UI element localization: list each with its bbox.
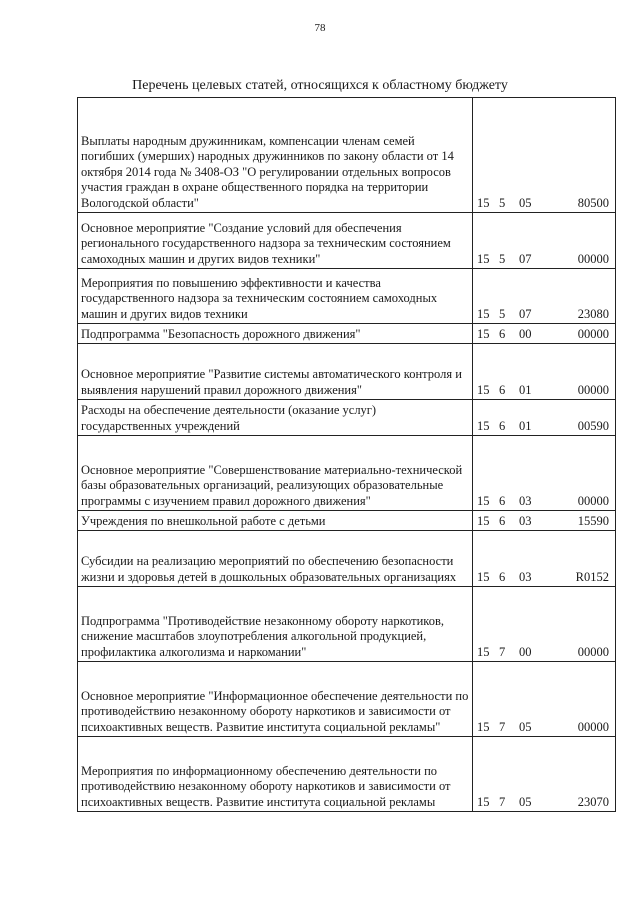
code-part-c4: 00000 (577, 251, 609, 266)
code-part-c2: 5 (499, 195, 506, 210)
item-name: Подпрограмма "Безопасность дорожного движения" (78, 324, 473, 344)
code-part-c2: 6 (499, 326, 506, 341)
code-part-c3: 07 (519, 306, 532, 321)
code-part-c4: 00000 (577, 493, 609, 508)
item-code (473, 98, 616, 213)
table-row (78, 400, 616, 436)
item-name: Расходы на обеспечение деятельности (оказание услуг) государственных учреждений (78, 400, 473, 436)
table-row (78, 511, 616, 531)
item-code (473, 436, 616, 511)
table-row (78, 324, 616, 344)
code-part-c1: 15 (477, 251, 490, 266)
code-part-c4: 15590 (577, 513, 609, 528)
page-number: 78 (314, 22, 326, 34)
code-part-c3: 05 (519, 719, 532, 734)
code-part-c2: 6 (499, 513, 506, 528)
code-part-c3: 07 (519, 251, 532, 266)
item-code (473, 511, 616, 531)
code-part-c3: 00 (519, 644, 532, 659)
table-row (78, 737, 616, 812)
item-name: Мероприятия по повышению эффективности и качества государственного надзора за техническим состоянием самоходных машин и других видов техники (78, 269, 473, 324)
code-part-c4: R0152 (575, 569, 609, 584)
code-part-c2: 7 (499, 644, 506, 659)
table-row (78, 531, 616, 587)
code-part-c4: 00000 (577, 326, 609, 341)
table-row (78, 213, 616, 269)
code-part-c3: 05 (519, 794, 532, 809)
code-part-c3: 03 (519, 513, 532, 528)
item-code (473, 531, 616, 587)
code-part-c2: 7 (499, 719, 506, 734)
code-part-c2: 5 (499, 306, 506, 321)
code-part-c4: 00590 (577, 418, 609, 433)
code-part-c2: 6 (499, 382, 506, 397)
item-name: Выплаты народным дружинникам, компенсации членам семей погибших (умерших) народных дружинников по закону области от 14 октября 2014 года № 3408-ОЗ "О регулировании отдельных вопросов участия граждан в охране общественного порядка на территории Вологодской области" (78, 98, 473, 213)
code-part-c4: 00000 (577, 644, 609, 659)
item-name: Основное мероприятие "Развитие системы автоматического контроля и выявления нарушений правил дорожного движения" (78, 344, 473, 400)
item-name: Основное мероприятие "Информационное обеспечение деятельности по противодействию незаконному обороту наркотиков и зависимости от психоактивных веществ. Развитие института социальной рекламы" (78, 662, 473, 737)
item-name: Основное мероприятие "Создание условий для обеспечения регионального государственного надзора за техническим состоянием самоходных машин и других видов техники" (78, 213, 473, 269)
item-name: Подпрограмма "Противодействие незаконному обороту наркотиков, снижение масштабов злоупотребления алкогольной продукцией, профилактика алкоголизма и наркомании" (78, 587, 473, 662)
code-part-c1: 15 (477, 794, 490, 809)
code-part-c2: 6 (499, 418, 506, 433)
code-part-c1: 15 (477, 513, 490, 528)
item-name: Учреждения по внешкольной работе с детьми (78, 511, 473, 531)
code-part-c4: 23070 (577, 794, 609, 809)
code-part-c1: 15 (477, 306, 490, 321)
code-part-c3: 00 (519, 326, 532, 341)
code-part-c4: 23080 (577, 306, 609, 321)
item-code (473, 269, 616, 324)
code-part-c1: 15 (477, 569, 490, 584)
table-row (78, 98, 616, 213)
item-code (473, 213, 616, 269)
code-part-c4: 00000 (577, 382, 609, 397)
table-row (78, 269, 616, 324)
code-part-c1: 15 (477, 382, 490, 397)
page-title: Перечень целевых статей, относящихся к областному бюджету (132, 78, 508, 93)
item-code (473, 400, 616, 436)
code-part-c1: 15 (477, 195, 490, 210)
table-row (78, 436, 616, 511)
item-name: Основное мероприятие "Совершенствование материально-технической базы образовательных организаций, реализующих образовательные программы с изучением правил дорожного движения" (78, 436, 473, 511)
item-code (473, 662, 616, 737)
code-part-c1: 15 (477, 493, 490, 508)
code-part-c1: 15 (477, 326, 490, 341)
code-part-c2: 5 (499, 251, 506, 266)
item-code (473, 587, 616, 662)
code-part-c1: 15 (477, 719, 490, 734)
code-part-c4: 80500 (577, 195, 609, 210)
code-part-c3: 03 (519, 569, 532, 584)
item-name: Субсидии на реализацию мероприятий по обеспечению безопасности жизни и здоровья детей в дошкольных образовательных организациях (78, 531, 473, 587)
code-part-c3: 01 (519, 418, 532, 433)
table-row (78, 587, 616, 662)
target-items-table (77, 97, 616, 812)
item-name: Мероприятия по информационному обеспечению деятельности по противодействию незаконному обороту наркотиков и зависимости от психоактивных веществ. Развитие института социальной рекламы (78, 737, 473, 812)
table-row (78, 662, 616, 737)
table-row (78, 344, 616, 400)
code-part-c4: 00000 (577, 719, 609, 734)
code-part-c2: 7 (499, 794, 506, 809)
item-code (473, 737, 616, 812)
code-part-c3: 05 (519, 195, 532, 210)
item-code (473, 324, 616, 344)
code-part-c2: 6 (499, 493, 506, 508)
code-part-c1: 15 (477, 418, 490, 433)
code-part-c1: 15 (477, 644, 490, 659)
item-code (473, 344, 616, 400)
code-part-c2: 6 (499, 569, 506, 584)
code-part-c3: 03 (519, 493, 532, 508)
code-part-c3: 01 (519, 382, 532, 397)
